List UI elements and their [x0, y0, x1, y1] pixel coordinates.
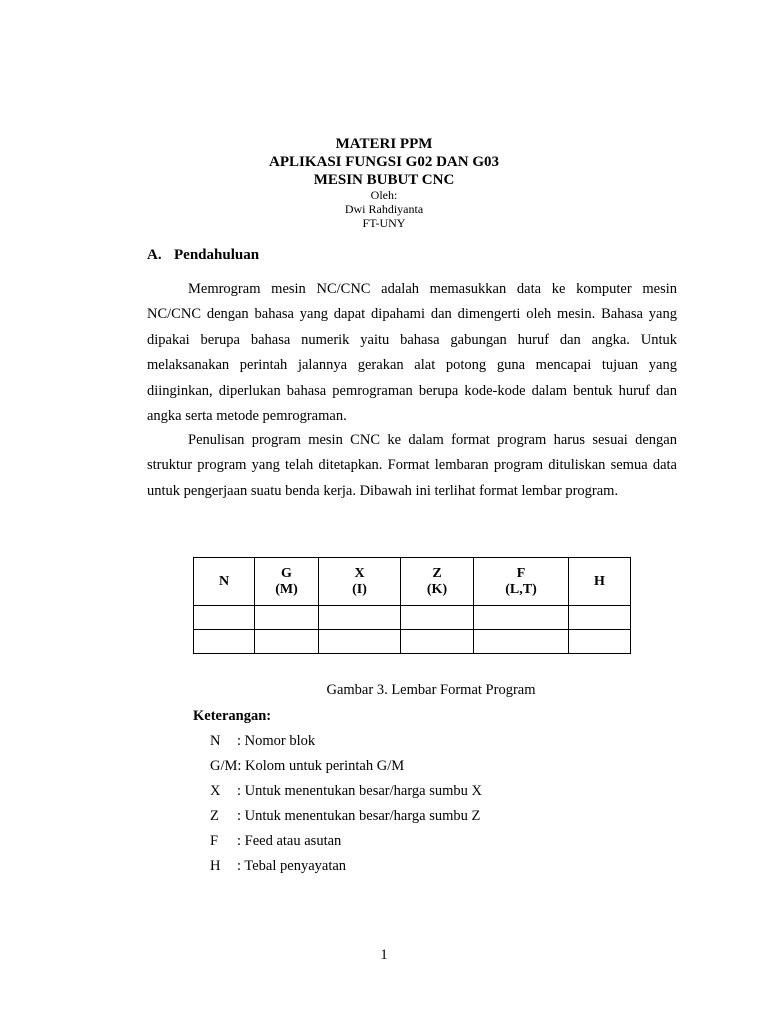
header-cell-f: F (L,T)	[474, 558, 569, 606]
legend-item: Z : Untuk menentukan besar/harga sumbu Z	[210, 808, 481, 824]
title-line-1: MATERI PPM	[335, 136, 433, 152]
table-cell	[319, 630, 401, 654]
legend-title: Keterangan:	[193, 708, 272, 724]
author-name: Dwi Rahdiyanta	[344, 202, 424, 216]
title-line-2: APLIKASI FUNGSI G02 DAN G03	[268, 154, 500, 170]
table-header-row	[194, 558, 631, 606]
table-cell	[194, 606, 255, 630]
section-number: A.	[147, 247, 162, 263]
header-cell-x: X (I)	[319, 558, 401, 606]
table-cell	[569, 606, 631, 630]
table-cell	[255, 630, 319, 654]
header-cell-z: Z (K)	[401, 558, 474, 606]
by-label: Oleh:	[370, 188, 398, 202]
legend-item: H : Tebal penyayatan	[210, 858, 347, 874]
header-cell-h: H	[569, 558, 631, 606]
table-cell	[474, 606, 569, 630]
section-title: Pendahuluan	[174, 247, 260, 263]
institution: FT-UNY	[362, 216, 406, 230]
table-cell	[474, 630, 569, 654]
page-number: 1	[380, 947, 388, 963]
legend-item: G/M: Kolom untuk perintah G/M	[210, 758, 405, 774]
paragraph-2: Penulisan program mesin CNC ke dalam format program harus sesuai dengan struktur program yang telah ditetapkan. Format lembaran program dituliskan semua data untuk pengerjaan suatu benda kerja. Dibawah ini terlihat format lembar program.	[147, 432, 677, 499]
paragraph-1: Memrogram mesin NC/CNC adalah memasukkan data ke komputer mesin NC/CNC dengan bahasa yang dapat dipahami dan dimengerti oleh mesin. Bahasa yang dipakai berupa bahasa numerik yaitu bahasa gabungan huruf dan angka. Untuk melaksanakan perintah jalannya gerakan alat potong guna mencapai tujuan yang diinginkan, diperlukan bahasa pemrograman berupa kode-kode dalam bentuk huruf dan angka serta metode pemrograman.	[147, 281, 677, 425]
header-cell-n: N	[194, 558, 255, 606]
table-cell	[569, 630, 631, 654]
legend-item: N : Nomor blok	[210, 733, 316, 749]
table-cell	[401, 630, 474, 654]
legend-list	[210, 731, 482, 881]
table-cell	[319, 606, 401, 630]
table-cell	[401, 606, 474, 630]
table-row	[194, 606, 631, 630]
section-heading	[147, 247, 259, 264]
figure-caption: Gambar 3. Lembar Format Program	[326, 682, 536, 698]
title-line-3: MESIN BUBUT CNC	[313, 172, 455, 188]
table-row	[194, 630, 631, 654]
legend-item: F : Feed atau asutan	[210, 833, 342, 849]
header-cell-g: G (M)	[255, 558, 319, 606]
legend-item: X : Untuk menentukan besar/harga sumbu X	[210, 783, 482, 799]
table-cell	[255, 606, 319, 630]
program-format-table	[193, 557, 631, 654]
table-cell	[194, 630, 255, 654]
